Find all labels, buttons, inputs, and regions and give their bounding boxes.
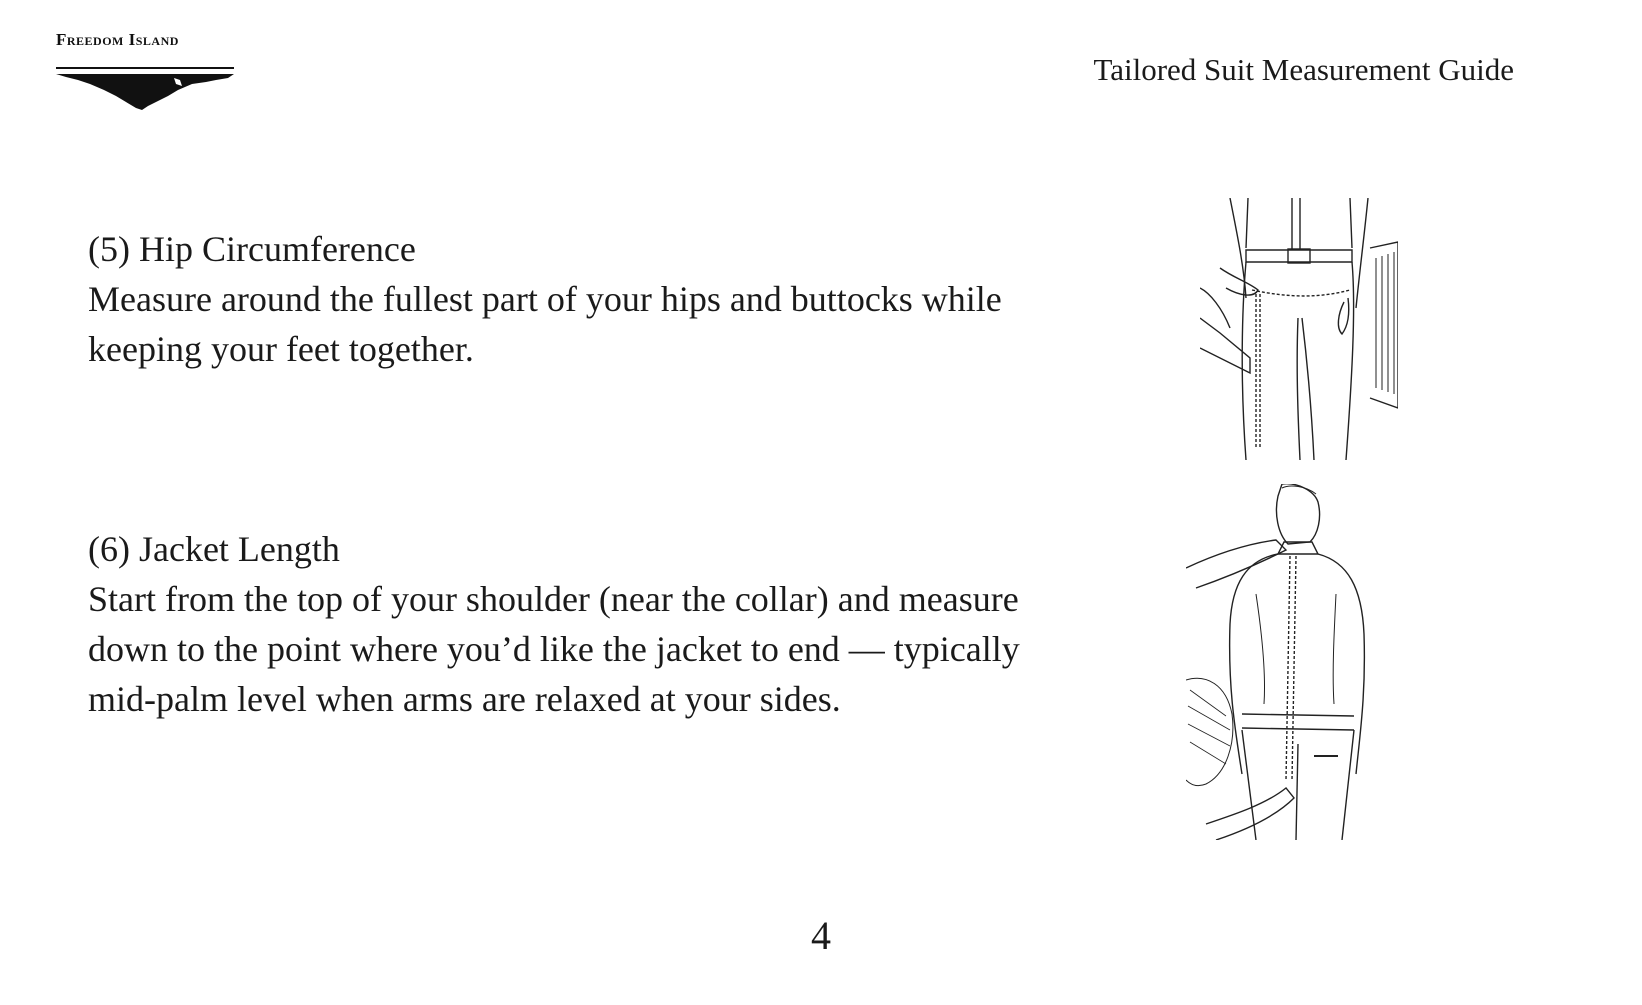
- section-heading: (6) Jacket Length: [88, 529, 340, 569]
- section-body: Start from the top of your shoulder (near the collar) and measure down to the point where you’d like the jacket to end — typically mid-palm level when arms are relaxed at your sides.: [88, 579, 1020, 719]
- jacket-length-illustration-icon: [1186, 484, 1382, 840]
- section-hip-circumference: [88, 224, 1078, 374]
- section-body: Measure around the fullest part of your hips and buttocks while keeping your feet together.: [88, 279, 1002, 369]
- brand-logo: [56, 30, 234, 112]
- brand-logo-wordmark: Freedom Island: [56, 30, 179, 49]
- hip-measurement-illustration-icon: [1200, 198, 1398, 460]
- island-silhouette-icon: [56, 66, 234, 110]
- page-number: 4: [811, 913, 831, 958]
- section-jacket-length: [88, 524, 1078, 724]
- section-heading: (5) Hip Circumference: [88, 229, 416, 269]
- page-title: Tailored Suit Measurement Guide: [1093, 52, 1514, 87]
